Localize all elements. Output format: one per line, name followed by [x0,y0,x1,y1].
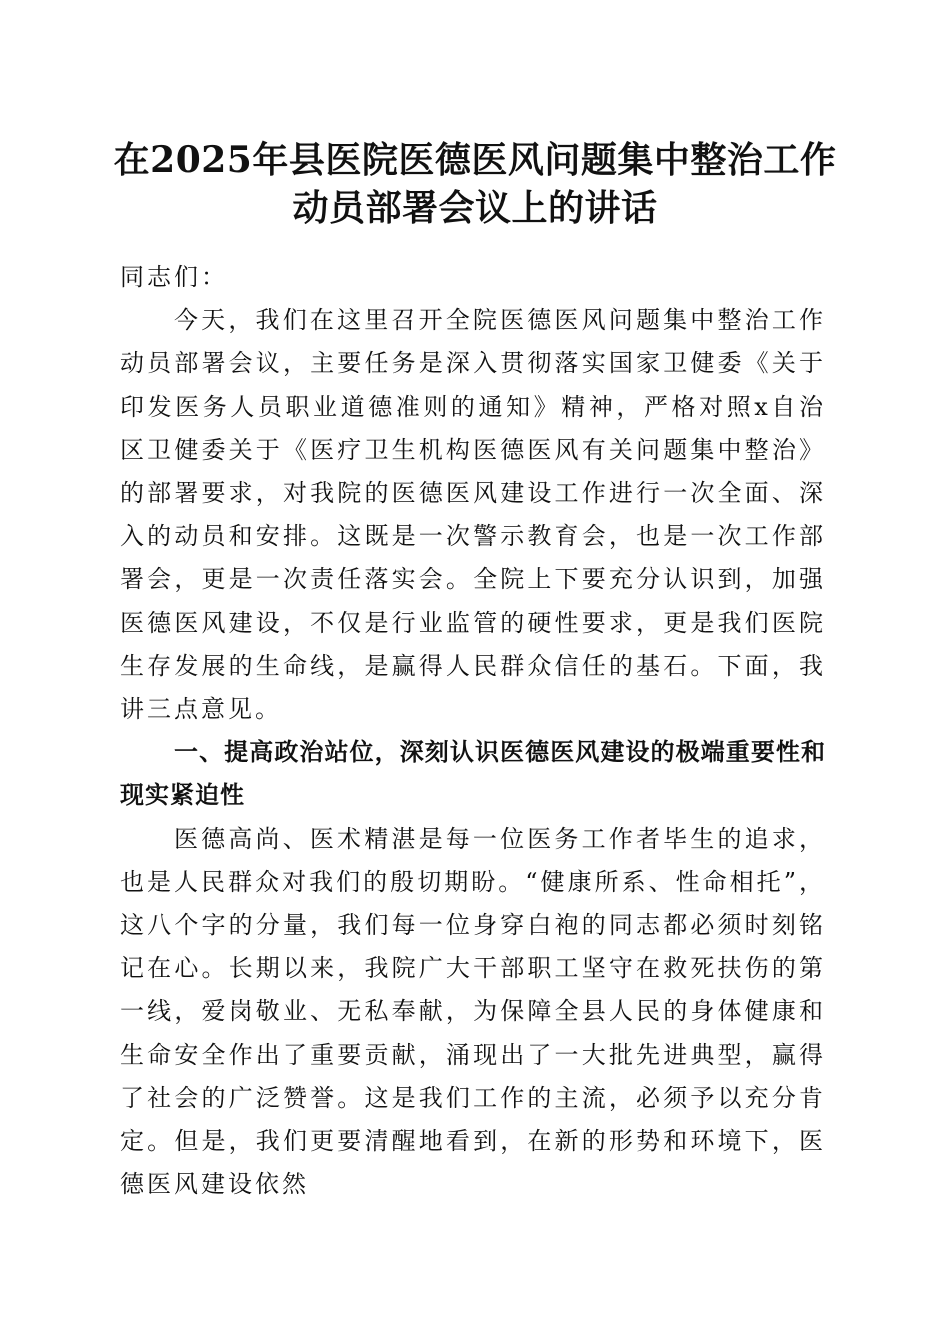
title-line-1: 在2025年县医院医德医风问题集中整治工作 [113,139,837,181]
document-body [120,256,826,1206]
section-heading-1: 一、提高政治站位，深刻认识医德医风建设的极端重要性和现实紧迫性 [120,738,826,810]
paragraph-section-1: 医德高尚、医术精湛是每一位医务工作者毕生的追求，也是人民群众对我们的殷切期盼。“健康所系、性命相托”，这八个字的分量，我们每一位身穿白袍的同志都必须时刻铭记在心。长期以来，我院广大干部职工坚守在救死扶伤的第一线，爱岗敬业、无私奉献，为保障全县人民的身体健康和生命安全作出了重要贡献，涌现出了一大批先进典型，赢得了社会的广泛赞誉。这是我们工作的主流，必须予以充分肯定。但是，我们更要清醒地看到，在新的形势和环境下，医德医风建设依然 [120,824,826,1199]
salutation: 同志们： [120,263,228,291]
title-line-2: 动员部署会议上的讲话 [292,187,658,229]
paragraph-opening: 今天，我们在这里召开全院医德医风问题集中整治工作动员部署会议，主要任务是深入贯彻落实国家卫健委《关于印发医务人员职业道德准则的通知》精神，严格对照x自治区卫健委关于《医疗卫生机构医德医风有关问题集中整治》的部署要求，对我院的医德医风建设工作进行一次全面、深入的动员和安排。这既是一次警示教育会，也是一次工作部署会，更是一次责任落实会。全院上下要充分认识到，加强医德医风建设，不仅是行业监管的硬性要求，更是我们医院生存发展的生命线，是赢得人民群众信任的基石。下面，我讲三点意见。 [120,306,826,724]
document-title [110,136,840,232]
